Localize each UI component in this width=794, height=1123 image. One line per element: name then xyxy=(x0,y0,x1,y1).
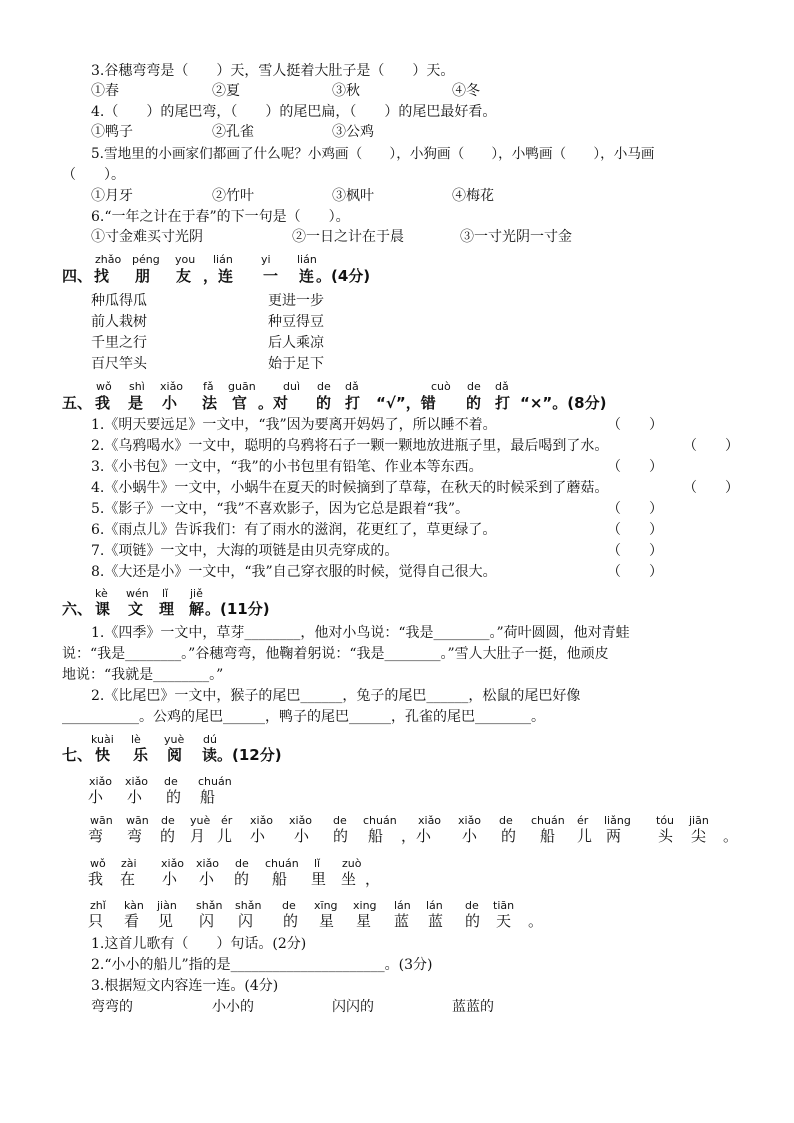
answer-paren[interactable]: （ ） xyxy=(683,480,739,496)
poem-char: 看 xyxy=(124,912,140,930)
pinyin: dǎ xyxy=(345,380,359,393)
reading-question: 3.根据短文内容连一连。(4分) xyxy=(91,978,279,994)
pinyin: xiǎo xyxy=(125,775,149,788)
section-number: 六、 xyxy=(62,600,93,618)
q3-option: ①春 xyxy=(91,83,119,99)
pinyin: lè xyxy=(131,733,141,746)
title-char: 阅 xyxy=(167,746,183,764)
q6-option: ③一寸光阴一寸金 xyxy=(460,229,572,245)
reading-question: 1.这首儿歌有（ ）句话。(2分) xyxy=(91,936,307,952)
pinyin: you xyxy=(175,253,196,266)
q5-option: ③枫叶 xyxy=(332,188,374,204)
poem-char: 。 xyxy=(723,827,739,845)
q3-option: ③秋 xyxy=(332,83,360,99)
pinyin: chuán xyxy=(198,775,232,788)
pinyin: de xyxy=(333,814,347,827)
poem-char: 。 xyxy=(528,912,544,930)
answer-paren[interactable]: （ ） xyxy=(607,459,663,475)
pinyin: zuò xyxy=(342,857,362,870)
pinyin: péng xyxy=(132,253,160,266)
match-right[interactable]: 后人乘凉 xyxy=(268,335,324,351)
title-char: 解 xyxy=(189,600,205,618)
q4-option: ②孔雀 xyxy=(212,124,254,140)
pinyin: lián xyxy=(297,253,317,266)
pinyin: wān xyxy=(126,814,149,827)
q4-option: ③公鸡 xyxy=(332,124,374,140)
pinyin: jiān xyxy=(689,814,709,827)
pinyin: duì xyxy=(283,380,301,393)
judge-item: 5.《影子》一文中，“我”不喜欢影子，因为它总是跟着“我”。 xyxy=(91,501,469,517)
q3-option: ②夏 xyxy=(212,83,240,99)
pinyin: xiǎo xyxy=(250,814,274,827)
poem-char: 小 xyxy=(127,788,143,806)
poem-char: 只 xyxy=(88,912,104,930)
poem-char: 儿 xyxy=(217,827,233,845)
pinyin: de xyxy=(317,380,331,393)
fill-line: 2.《比尾巴》一文中，猴子的尾巴______，兔子的尾巴______，松鼠的尾巴好像 xyxy=(91,688,581,704)
poem-char: 小 xyxy=(250,827,266,845)
pinyin: fǎ xyxy=(203,380,214,393)
title-char: 打 xyxy=(345,394,361,412)
title-char: 乐 xyxy=(133,746,149,764)
judge-item: 1.《明天要远足》一文中，“我”因为要离开妈妈了，所以睡不着。 xyxy=(91,417,497,433)
pinyin: xiǎo xyxy=(89,775,113,788)
match-right[interactable]: 始于足下 xyxy=(268,356,324,372)
answer-paren[interactable]: （ ） xyxy=(683,438,739,454)
title-char: 朋 xyxy=(135,267,151,285)
title-char: 理 xyxy=(159,600,175,618)
judge-item: 7.《项链》一文中，大海的项链是由贝壳穿成的。 xyxy=(91,543,399,559)
q6-option: ②一日之计在于晨 xyxy=(292,229,404,245)
pinyin: zhǎo xyxy=(95,253,122,266)
title-char: 是 xyxy=(128,394,144,412)
pinyin: chuán xyxy=(363,814,397,827)
poem-char: 的 xyxy=(160,827,176,845)
pinyin: liǎng xyxy=(604,814,631,827)
fill-line: 说：“我是________。”谷穗弯弯，他鞠着躬说：“我是________。”雪人大肚子一挺，他顽皮 xyxy=(62,646,609,662)
q4-option: ①鸭子 xyxy=(91,124,133,140)
title-char: 快 xyxy=(95,746,111,764)
pinyin: wǒ xyxy=(96,380,112,393)
q5-text-cont: （ ）。 xyxy=(62,167,125,183)
poem-char: 在 xyxy=(120,870,136,888)
pinyin: kuài xyxy=(91,733,114,746)
title-char: 连 xyxy=(299,267,315,285)
judge-item: 2.《乌鸦喝水》一文中，聪明的乌鸦将石子一颗一颗地放进瓶子里，最后喝到了水。 xyxy=(91,438,609,454)
pinyin: jiàn xyxy=(157,899,177,912)
pinyin: kàn xyxy=(124,899,144,912)
pinyin: dǎ xyxy=(495,380,509,393)
judge-item: 8.《大还是小》一文中，“我”自己穿衣服的时候，觉得自己很大。 xyxy=(91,564,497,580)
poem-char: 小 xyxy=(162,870,178,888)
answer-paren[interactable]: （ ） xyxy=(607,522,663,538)
poem-char: 头 xyxy=(658,827,674,845)
pinyin: wǒ xyxy=(90,857,106,870)
section-number: 五、 xyxy=(62,394,93,412)
answer-paren[interactable]: （ ） xyxy=(607,564,663,580)
poem-char: 小 xyxy=(462,827,478,845)
pinyin: chuán xyxy=(531,814,565,827)
title-char: ，连 xyxy=(203,267,234,285)
pinyin: tóu xyxy=(656,814,675,827)
pinyin: kè xyxy=(95,587,108,600)
title-char: 的 xyxy=(466,394,482,412)
match-word[interactable]: 弯弯的 xyxy=(91,999,133,1015)
poem-char: 蓝 xyxy=(394,912,410,930)
title-char: 读 xyxy=(202,746,218,764)
title-char: 一 xyxy=(263,267,279,285)
section-number: 四、 xyxy=(62,267,93,285)
title-char: 文 xyxy=(128,600,144,618)
poem-char: 蓝 xyxy=(428,912,444,930)
pinyin: de xyxy=(467,380,481,393)
pinyin: de xyxy=(282,899,296,912)
pinyin: yuè xyxy=(164,733,185,746)
fill-line: 1.《四季》一文中，草芽________，他对小鸟说：“我是________。”荷叶圆圆，他对青蛙 xyxy=(91,625,630,641)
pinyin: xīng xyxy=(314,899,338,912)
poem-char: 星 xyxy=(356,912,372,930)
title-char: 友 xyxy=(176,267,192,285)
poem-char: 船 xyxy=(540,827,556,845)
poem-char: 船 xyxy=(200,788,216,806)
poem-char: 船 xyxy=(272,870,288,888)
title-char: 的 xyxy=(316,394,332,412)
pinyin: dú xyxy=(203,733,217,746)
poem-char: 弯 xyxy=(88,827,104,845)
title-char: 找 xyxy=(94,267,110,285)
pinyin: yi xyxy=(261,253,271,266)
match-word[interactable]: 小小的 xyxy=(212,999,254,1015)
pinyin: lǐ xyxy=(314,857,321,870)
pinyin: xiǎo xyxy=(196,857,220,870)
pinyin: shǎn xyxy=(235,899,262,912)
judge-item: 3.《小书包》一文中，“我”的小书包里有铅笔、作业本等东西。 xyxy=(91,459,483,475)
poem-char: 月 xyxy=(190,827,206,845)
poem-char: ，小 xyxy=(401,827,432,845)
poem-char: 小 xyxy=(199,870,215,888)
poem-char: 的 xyxy=(501,827,517,845)
poem-char: ， xyxy=(365,870,381,888)
pinyin: xiǎo xyxy=(418,814,442,827)
match-right[interactable]: 更进一步 xyxy=(268,293,324,309)
pinyin: xiǎo xyxy=(161,857,185,870)
section-number: 七、 xyxy=(62,746,93,764)
pinyin: zài xyxy=(121,857,137,870)
poem-char: 儿 xyxy=(577,827,593,845)
pinyin: ér xyxy=(577,814,589,827)
poem-char: 尖 xyxy=(691,827,707,845)
match-left[interactable]: 千里之行 xyxy=(91,335,147,351)
section-score: 。(12分) xyxy=(217,746,282,764)
pinyin: ér xyxy=(221,814,233,827)
q3-text: 3.谷穗弯弯是（ ）天，雪人挺着大肚子是（ ）天。 xyxy=(91,63,455,79)
judge-item: 4.《小蜗牛》一文中，小蜗牛在夏天的时候摘到了草莓，在秋天的时候采到了蘑菇。 xyxy=(91,480,609,496)
judge-item: 6.《雨点儿》告诉我们：有了雨水的滋润，花更红了，草更绿了。 xyxy=(91,522,497,538)
poem-char: 的 xyxy=(465,912,481,930)
poem-char: 的 xyxy=(333,827,349,845)
match-word[interactable]: 蓝蓝的 xyxy=(452,999,494,1015)
q6-option: ①寸金难买寸光阴 xyxy=(91,229,203,245)
pinyin: jiě xyxy=(190,587,203,600)
poem-char: 小 xyxy=(88,788,104,806)
poem-char: 船 xyxy=(368,827,384,845)
q6-text: 6.“一年之计在于春”的下一句是（ ）。 xyxy=(91,209,350,225)
section-score: 。(11分) xyxy=(205,600,270,618)
answer-paren[interactable]: （ ） xyxy=(607,543,663,559)
title-char: 。对 xyxy=(258,394,289,412)
title-char: 法 xyxy=(202,394,218,412)
section-score: “×”。(8分) xyxy=(520,394,607,412)
poem-char: 星 xyxy=(319,912,335,930)
pinyin: zhǐ xyxy=(90,899,106,912)
pinyin: xiǎo xyxy=(458,814,482,827)
poem-char: 见 xyxy=(158,912,174,930)
pinyin: de xyxy=(499,814,513,827)
pinyin: lán xyxy=(394,899,411,912)
match-left[interactable]: 种瓜得瓜 xyxy=(91,293,147,309)
pinyin: shì xyxy=(129,380,145,393)
pinyin: lián xyxy=(213,253,233,266)
pinyin: xiǎo xyxy=(160,380,184,393)
title-char: “√”，错 xyxy=(376,394,436,412)
poem-char: 弯 xyxy=(127,827,143,845)
q5-option: ④梅花 xyxy=(452,188,494,204)
title-char: 小 xyxy=(162,394,178,412)
poem-char: 天 xyxy=(496,912,512,930)
poem-char: 小 xyxy=(294,827,310,845)
pinyin: guān xyxy=(228,380,256,393)
pinyin: de xyxy=(164,775,178,788)
pinyin: yuè xyxy=(190,814,211,827)
match-left[interactable]: 前人栽树 xyxy=(91,314,147,330)
pinyin: cuò xyxy=(431,380,451,393)
reading-question: 2.“小小的船儿”指的是______________________。(3分) xyxy=(91,957,433,973)
match-right[interactable]: 种豆得豆 xyxy=(268,314,324,330)
answer-paren[interactable]: （ ） xyxy=(607,417,663,433)
poem-char: 闪 xyxy=(238,912,254,930)
title-char: 打 xyxy=(495,394,511,412)
q5-option: ①月牙 xyxy=(91,188,133,204)
poem-char: 里 xyxy=(311,870,327,888)
q5-option: ②竹叶 xyxy=(212,188,254,204)
poem-char: 我 xyxy=(88,870,104,888)
pinyin: wén xyxy=(126,587,149,600)
pinyin: lǐ xyxy=(162,587,169,600)
answer-paren[interactable]: （ ） xyxy=(607,501,663,517)
pinyin: de xyxy=(161,814,175,827)
pinyin: xiǎo xyxy=(289,814,313,827)
poem-char: 两 xyxy=(606,827,622,845)
title-char: 官 xyxy=(232,394,248,412)
title-char: 我 xyxy=(95,394,111,412)
poem-char: 闪 xyxy=(199,912,215,930)
pinyin: de xyxy=(235,857,249,870)
pinyin: chuán xyxy=(265,857,299,870)
pinyin: wān xyxy=(90,814,113,827)
q3-option: ④冬 xyxy=(452,83,480,99)
poem-char: 的 xyxy=(166,788,182,806)
match-word[interactable]: 闪闪的 xyxy=(332,999,374,1015)
title-char: 课 xyxy=(95,600,111,618)
poem-char: 坐 xyxy=(341,870,357,888)
poem-char: 的 xyxy=(234,870,250,888)
pinyin: shǎn xyxy=(196,899,223,912)
pinyin: tiān xyxy=(493,899,515,912)
q5-text: 5.雪地里的小画家们都画了什么呢？小鸡画（ ），小狗画（ ），小鸭画（ ），小马画 xyxy=(91,146,655,162)
q4-text: 4.（ ）的尾巴弯，（ ）的尾巴扁，（ ）的尾巴最好看。 xyxy=(91,104,497,120)
section-score: 。(4分) xyxy=(316,267,371,285)
pinyin: lán xyxy=(426,899,443,912)
fill-line: 地说：“我就是________。” xyxy=(62,667,224,683)
fill-line: ___________。公鸡的尾巴______，鸭子的尾巴______，孔雀的尾巴________。 xyxy=(62,709,545,725)
pinyin: de xyxy=(465,899,479,912)
pinyin: xing xyxy=(353,899,377,912)
poem-char: 的 xyxy=(283,912,299,930)
match-left[interactable]: 百尺竿头 xyxy=(91,356,147,372)
